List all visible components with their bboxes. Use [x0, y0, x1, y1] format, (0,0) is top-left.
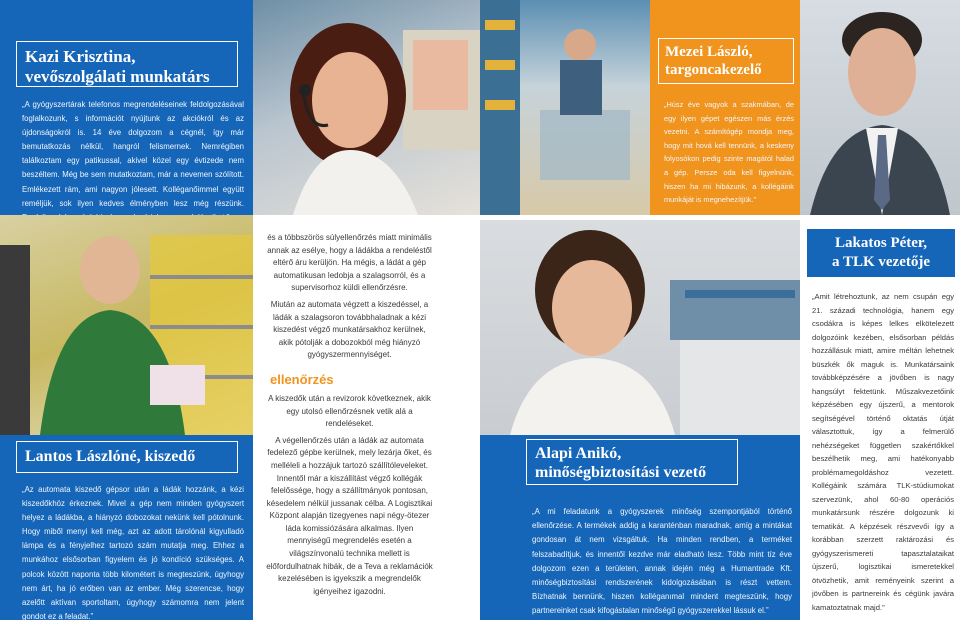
alapi-quote: „A mi feladatunk a gyógyszerek minőség szempontjából történő ellenőrzése. A termékek addig a karanténban maradnak, amíg a mintákat gondosan át nem vizsgáltuk. Ha minden rendben, a terméket felszabadítjuk, és innentől kezdve már eladható lesz. Több mint tíz éve dolgozom ezen a területen, annak idején még a Humantrade Kft. minőségbiztosítási rendszerének kidolgozásában is részt vettem. Bízhatnak bennünk, hiszen kolléganımal mindent megteszünk, hogy partnereinket csak kifogástalan minőségű gyógyszerekkel lássuk el.” [532, 507, 792, 616]
middle-para-4: A végellenőrzés után a ládák az automata fedelező gépbe kerülnek, mely lezárja őket, és melléleli a hozzájuk tartozó szállítóleveleket. Innentől már a kiszállítást végző kollégák felelőssége, hogy a szállítmányok pontosan, késedelem nélkül jussanak célba. A Logisztikai Központ alapján tizegyenes napi négy-ötezer láda komissiózására alkalmas. Ilyen mennyiségű megrendelés esetén a világszínvonalú technika mellett is előfordulhatnak hibák, de a Teva a reklamációk kezelésében is igyekszik a megrendelők igényeihez igazodni. [266, 435, 433, 596]
lantos-name: Lantos Lászlóné, kiszedő [25, 448, 196, 465]
kazi-role: vevőszolgálati munkatárs [25, 67, 210, 86]
kazi-name-box [16, 41, 238, 87]
lakatos-role: a TLK vezetője [831, 254, 931, 270]
lakatos-quote: „Amit létrehoztunk, az nem csupán egy 21. századi technológia, hanem egy csodákra is képes lelkes elkötelezett dolgozóink kezében, elsősorban példás hozzállásuk miatt, amire méltán lehetnek büszkék ők maguk is. Munkatársaink továbbképzésére a jövőben is nagy hangsúlyt fektetünk. Műszakvezetőink képzésében egy újszerű, a mentorok segítségével történő oktatás útját választottuk, így a felmerülő nehézségeket független szakértőkkel beszélhetik meg, ami hatékonyabb problémamegoldáshoz vezetett. Kollégáink számára TLK-stúdiumokat szervezünk, ahol 60-80 operációs munkatársunk részére dolgozunk ki tematikát. A képzések részvevői így a korábban szerzett raktározási és gyógyszerismereti tapasztalataikat újszerű, logisztikai ismeretekkel ötvözhetik, amit reményeink szerint a jövőben is partnereink és cégünk javára kamatoztatnak majd.” [812, 292, 954, 612]
kazi-name: Kazi Krisztina, [25, 47, 136, 66]
mezei-role: targoncakezelő [665, 62, 762, 78]
alapi-photo [480, 220, 800, 435]
middle-para-2: Miután az automata végzett a kiszedéssel, a ládák a szalagsoron továbbhaladnak a kézi kiszedést végző munkatársakhoz kerülnek, akik pótolják a dobozokból még hiányzó gyógyszermennyiséget. [270, 299, 429, 360]
alapi-name-box [526, 439, 738, 485]
mezei-panel [650, 0, 800, 215]
alapi-panel [480, 435, 800, 620]
mezei-quote: „Húsz éve vagyok a szakmában, de egy ilyen gépet egészen más érzés vezetni. A számítógép mondja meg, hogy mit hová kell tennünk, a keskeny folyosókon pedig szinte magától halad a gép. Persze oda kell figyelnünk, hiszen ha mi hibázunk, a kollégáink munkáját is megnehezítjük.” [664, 100, 794, 205]
lantos-quote: „Az automata kiszedő gépsor után a ládák hozzánk, a kézi kiszedőkhöz érkeznek. Mivel a gép nem minden gyógyszert helyez a ládákba, a hiányzó dobozokat nekünk kell pótolnunk. Hogy miből menyi kell még, azt az adott tárolónál kigyulladó lámpa és a fényjelhez tartozó szám mutatja meg. Ehhez a munkához elsősorban figyelem és jó kondíció szükséges. A polcok között naponta több kilométert is megteszünk, úgyhogy nem árt, ha jó erőben van az ember. Még szerencse, hogy azelőtt aktívan sportoltam, úgyhogy számomra nem jelent gondot ez a feladat.” [22, 485, 244, 621]
kazi-photo-art [253, 0, 480, 215]
middle-column [266, 232, 433, 617]
kazi-photo [253, 0, 480, 215]
middle-para-1: és a többszörös súlyellenőrzés miatt minimális annak az esélye, hogy a ládákba a rendeléstől eltérő áru kerüljön. Ha mégis, a ládát a gép automatikusan ledobja a szalagsorról, és a supervisorhoz küldi ellenőrzésre. [267, 233, 432, 293]
lakatos-name: Lakatos Péter, [835, 235, 927, 251]
alapi-name: Alapi Anikó, [535, 445, 622, 462]
kazi-quote: „A gyógyszertárak telefonos megrendeléseinek feldolgozásával foglalkozunk, s információt nyújtunk az akciókról és az újdonságokról is. 14 éve dolgozom a cégnél, így már bemutatkozás nélkül, hangról felismernek. Nemrégiben találkoztam egy patikussal, akivel közel egy évtizede nem beszéltem. Még be sem mutatkoztam, már a nevemen szólított. Emlékezett rám, ami nagyon jólesett. Kolléganőimmel együtt reméljük, sok ilyen kedves élményben lesz még részünk. [22, 100, 244, 208]
lakatos-panel [800, 220, 960, 620]
ellenorzes-heading: ellenőrzés [270, 371, 334, 387]
alapi-photo-art [480, 220, 800, 435]
lantos-panel [0, 435, 253, 620]
mezei-portrait-art [800, 0, 960, 215]
mezei-name-box [658, 38, 794, 84]
lantos-photo-art [0, 215, 253, 435]
lantos-photo [0, 215, 253, 435]
mezei-photo [480, 0, 650, 215]
kazi-panel [0, 0, 253, 215]
lakatos-name-box [806, 228, 956, 278]
alapi-role: minőségbiztosítási vezető [535, 464, 707, 481]
mezei-photo-art [480, 0, 650, 215]
lantos-name-box [16, 441, 238, 473]
mezei-portrait [800, 0, 960, 215]
mezei-name: Mezei László, [665, 44, 753, 60]
middle-para-3: A kiszedők után a revizorok következnek, akik egy utolsó ellenőrzésnek vetik alá a rendeléseket. [268, 393, 431, 429]
